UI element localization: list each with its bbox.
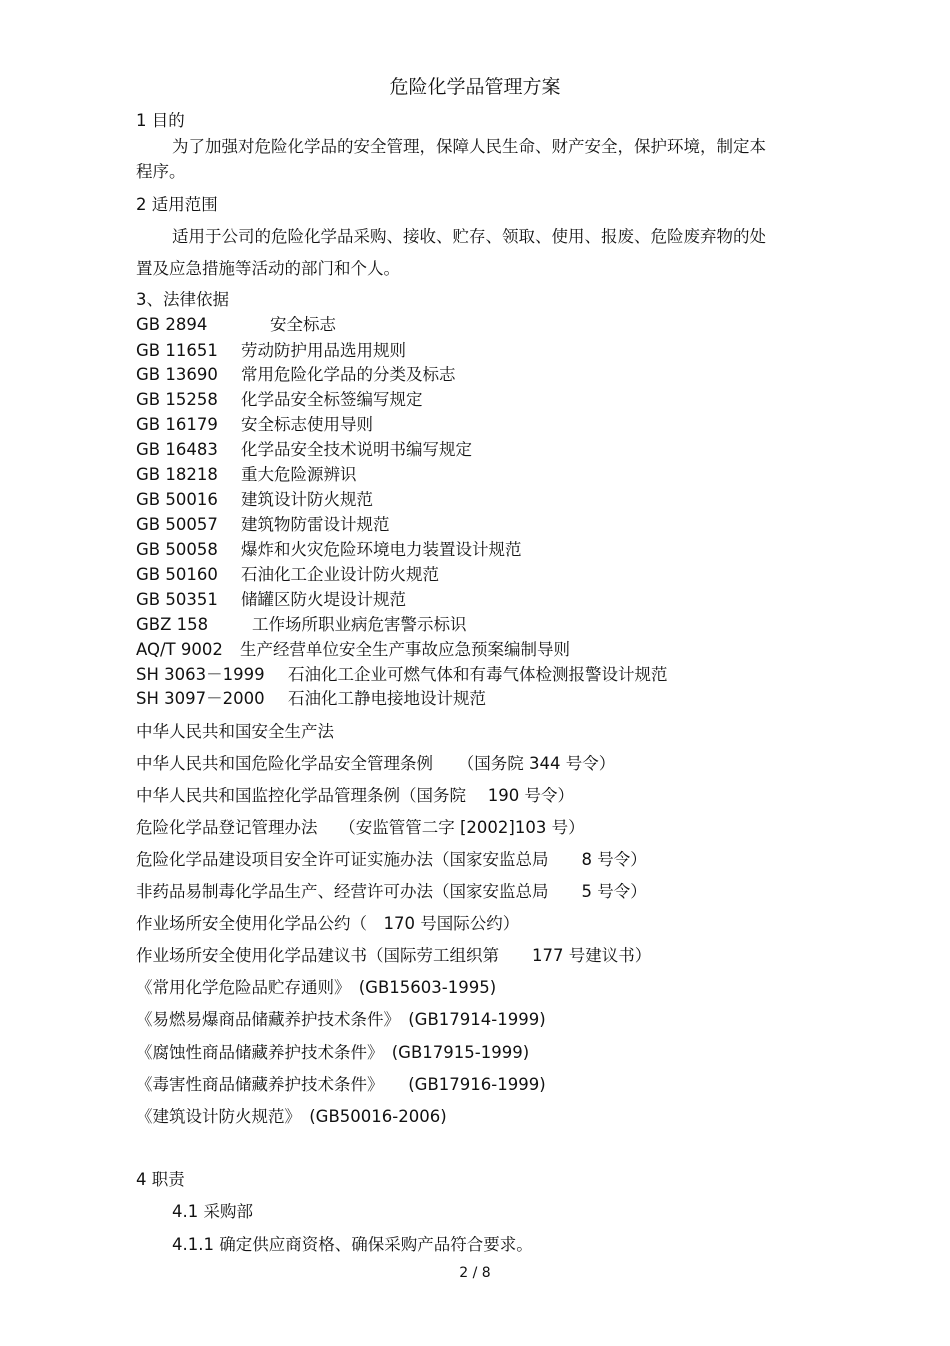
law-item: 作业场所安全使用化学品公约（ 170 号国际公约） <box>136 914 520 933</box>
law-item: 《毒害性商品储藏养护技术条件》 (GB17916-1999) <box>136 1075 546 1094</box>
standard-row <box>136 364 456 386</box>
standard-code: GB 50160 <box>136 565 218 584</box>
section-3-heading: 3、法律依据 <box>136 290 229 309</box>
standard-name: 爆炸和火灾危险环境电力装置设计规范 <box>241 540 522 559</box>
section-4-1-heading: 4.1 采购部 <box>172 1202 253 1221</box>
standard-row <box>136 439 472 461</box>
standard-name: 化学品安全技术说明书编写规定 <box>241 440 472 459</box>
standard-name: 建筑设计防火规范 <box>241 490 373 509</box>
standard-row <box>136 340 406 362</box>
page-number: 2 / 8 <box>459 1265 491 1281</box>
law-item: 危险化学品建设项目安全许可证实施办法（国家安监总局 8 号令） <box>136 850 647 869</box>
law-item: 《腐蚀性商品储藏养护技术条件》 (GB17915-1999) <box>136 1043 530 1062</box>
standard-code: GBZ 158 <box>136 615 209 634</box>
law-item: 中华人民共和国安全生产法 <box>136 722 334 741</box>
standard-code: GB 50058 <box>136 540 218 559</box>
standard-row <box>136 489 373 511</box>
standard-code: AQ/T 9002 <box>136 640 223 659</box>
page-title: 危险化学品管理方案 <box>389 76 561 98</box>
section-2-para-line1: 适用于公司的危险化学品采购、接收、贮存、领取、使用、报废、危险废弃物的处 <box>172 227 766 246</box>
law-item: 《建筑设计防火规范》 (GB50016-2006) <box>136 1107 447 1126</box>
standard-code: SH 3063－1999 <box>136 665 265 684</box>
standard-row <box>136 639 570 661</box>
standard-row <box>136 589 406 611</box>
standard-code: GB 11651 <box>136 341 218 360</box>
standard-code: GB 18218 <box>136 465 218 484</box>
standard-code: GB 50016 <box>136 490 218 509</box>
standard-name: 常用危险化学品的分类及标志 <box>241 365 456 384</box>
standard-code: GB 16179 <box>136 415 218 434</box>
standard-code: GB 15258 <box>136 390 218 409</box>
standard-name: 石油化工静电接地设计规范 <box>288 689 486 708</box>
standard-name: 化学品安全标签编写规定 <box>241 390 423 409</box>
standard-code: GB 50057 <box>136 515 218 534</box>
standard-code: GB 2894 <box>136 315 208 334</box>
standard-row <box>136 314 336 336</box>
standard-name: 重大危险源辨识 <box>241 465 357 484</box>
section-4-1-1-item: 4.1.1 确定供应商资格、确保采购产品符合要求。 <box>172 1235 533 1254</box>
standard-code: GB 50351 <box>136 590 218 609</box>
section-2-para-line2: 置及应急措施等活动的部门和个人。 <box>136 259 400 278</box>
standard-name: 生产经营单位安全生产事故应急预案编制导则 <box>240 640 570 659</box>
law-item: 中华人民共和国监控化学品管理条例（国务院 190 号令） <box>136 786 574 805</box>
standard-row <box>136 614 467 636</box>
standard-code: SH 3097－2000 <box>136 689 265 708</box>
section-1-para-line2: 程序。 <box>136 162 186 181</box>
standard-name: 石油化工企业可燃气体和有毒气体检测报警设计规范 <box>288 665 668 684</box>
standard-name: 安全标志 <box>270 315 336 334</box>
standard-row <box>136 464 357 486</box>
section-1-para-line1: 为了加强对危险化学品的安全管理，保障人民生命、财产安全，保护环境，制定本 <box>172 137 766 156</box>
standard-row <box>136 414 373 436</box>
law-item: 危险化学品登记管理办法 （安监管管二字 [2002]103 号） <box>136 818 585 837</box>
section-2-heading: 2 适用范围 <box>136 195 218 214</box>
standard-name: 劳动防护用品选用规则 <box>241 341 406 360</box>
standard-code: GB 13690 <box>136 365 218 384</box>
standard-code: GB 16483 <box>136 440 218 459</box>
law-item: 中华人民共和国危险化学品安全管理条例 （国务院 344 号令） <box>136 754 616 773</box>
section-4-heading: 4 职责 <box>136 1170 185 1189</box>
standard-name: 安全标志使用导则 <box>241 415 373 434</box>
standard-name: 石油化工企业设计防火规范 <box>241 565 439 584</box>
standard-row <box>136 514 390 536</box>
standard-row <box>136 539 522 561</box>
law-item: 《常用化学危险品贮存通则》 (GB15603-1995) <box>136 978 497 997</box>
section-1-heading: 1 目的 <box>136 111 185 130</box>
standard-name: 储罐区防火堤设计规范 <box>241 590 406 609</box>
standard-row <box>136 688 486 710</box>
standard-name: 建筑物防雷设计规范 <box>241 515 390 534</box>
standard-row <box>136 564 439 586</box>
standard-row <box>136 664 668 686</box>
law-item: 《易燃易爆商品储藏养护技术条件》 (GB17914-1999) <box>136 1010 546 1029</box>
law-item: 非药品易制毒化学品生产、经营许可办法（国家安监总局 5 号令） <box>136 882 647 901</box>
standard-row <box>136 389 423 411</box>
standard-name: 工作场所职业病危害警示标识 <box>252 615 467 634</box>
law-item: 作业场所安全使用化学品建议书（国际劳工组织第 177 号建议书） <box>136 946 652 965</box>
